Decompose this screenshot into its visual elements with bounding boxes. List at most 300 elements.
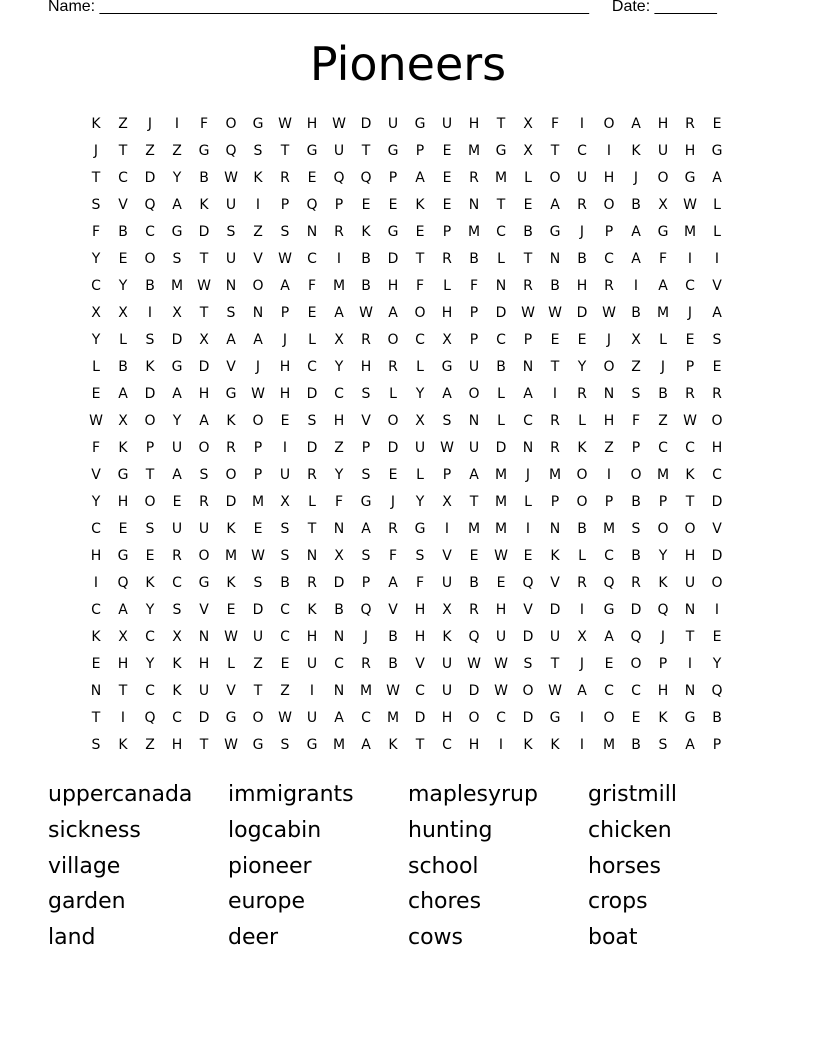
grid-letter: P [415,143,425,159]
grid-letter: H [468,737,480,753]
grid-letter: K [685,467,695,483]
grid-letter: R [199,494,209,510]
grid-letter: I [714,602,720,618]
grid-letter: S [361,467,371,483]
grid-letter: W [278,710,292,726]
grid-letter: T [199,251,209,267]
grid-letter: D [225,494,237,510]
grid-letter: U [414,440,426,456]
grid-letter: V [199,602,209,618]
grid-letter: Z [118,116,128,132]
grid-letter: M [251,494,265,510]
grid-letter: I [606,143,612,159]
grid-letter: U [657,143,669,159]
grid-letter: E [91,656,101,672]
grid-letter: L [578,548,586,564]
grid-letter: Y [172,170,182,186]
word-bank-item: gristmill [588,782,677,807]
grid-letter: E [226,602,236,618]
grid-letter: D [333,575,345,591]
grid-letter: U [468,359,480,375]
grid-letter: Y [658,548,668,564]
grid-letter: T [199,305,209,321]
grid-letter: N [306,548,318,564]
grid-letter: Q [306,197,318,213]
grid-letter: A [253,332,263,348]
grid-letter: C [334,656,344,672]
grid-letter: C [280,602,290,618]
grid-letter: A [334,305,344,321]
grid-letter: U [387,116,399,132]
grid-letter: U [171,440,183,456]
grid-letter: H [333,413,345,429]
grid-letter: Y [334,467,344,483]
grid-letter: F [91,224,101,240]
grid-letter: O [198,440,210,456]
grid-letter: O [252,278,264,294]
grid-letter: F [415,278,425,294]
grid-letter: G [441,359,453,375]
grid-letter: K [226,521,236,537]
grid-letter: E [172,494,182,510]
grid-letter: S [91,197,101,213]
grid-letter: I [120,710,126,726]
grid-letter: P [253,467,263,483]
grid-letter: A [442,386,452,402]
grid-letter: H [657,116,669,132]
grid-letter: M [386,710,400,726]
grid-letter: H [684,548,696,564]
grid-letter: G [387,224,399,240]
grid-letter: J [660,629,666,645]
word-bank-row [48,816,768,852]
grid-letter: W [224,629,238,645]
grid-letter: V [226,359,236,375]
grid-letter: C [145,224,155,240]
grid-letter: S [145,521,155,537]
grid-letter: M [467,224,481,240]
grid-letter: M [602,737,616,753]
word-bank-item: deer [228,925,279,951]
grid-letter: N [549,521,561,537]
grid-letter: S [226,224,236,240]
grid-letter: X [91,305,101,321]
grid-letter: E [469,548,479,564]
grid-letter: F [658,251,668,267]
grid-letter: E [280,413,290,429]
grid-letter: L [389,386,397,402]
grid-letter: E [118,521,128,537]
grid-letter: E [604,656,614,672]
grid-letter: L [497,386,505,402]
grid-letter: C [496,224,506,240]
grid-letter: C [307,359,317,375]
grid-letter: C [307,251,317,267]
grid-letter: V [523,602,533,618]
grid-letter: B [118,224,128,240]
grid-letter: I [687,251,693,267]
grid-letter: U [198,521,210,537]
word-bank-item: uppercanada [48,782,193,807]
grid-letter: U [252,629,264,645]
grid-letter: E [361,197,371,213]
grid-letter: N [90,683,102,699]
grid-letter: A [469,467,479,483]
grid-letter: V [442,548,452,564]
grid-letter: U [441,683,453,699]
grid-letter: S [523,656,533,672]
grid-letter: D [171,332,183,348]
grid-letter: R [307,575,317,591]
grid-letter: P [550,494,560,510]
grid-letter: X [442,602,452,618]
word-bank-item: chicken [588,817,672,843]
word-bank-item: horses [588,853,661,879]
grid-letter: C [712,467,722,483]
grid-letter: O [387,413,399,429]
grid-letter: Q [522,575,534,591]
grid-letter: W [548,683,562,699]
grid-letter: B [145,278,155,294]
grid-letter: X [280,494,290,510]
word-bank-item: cows [408,925,464,951]
grid-letter: J [525,467,531,483]
grid-letter: C [361,710,371,726]
grid-letter: K [172,656,182,672]
grid-letter: W [89,413,103,429]
grid-letter: N [549,251,561,267]
grid-letter: N [522,359,534,375]
grid-letter: E [388,197,398,213]
grid-letter: B [496,359,506,375]
grid-letter: L [497,251,505,267]
grid-letter: Q [360,602,372,618]
grid-letter: D [549,602,561,618]
grid-letter: P [361,440,371,456]
grid-letter: O [144,251,156,267]
name-field-label: Name: _______________________________________________________ [48,0,589,15]
grid-letter: A [280,278,290,294]
word-bank-item: village [48,853,121,879]
grid-letter: S [280,737,290,753]
grid-letter: R [604,278,614,294]
grid-letter: M [224,548,238,564]
grid-letter: K [199,197,209,213]
grid-letter: H [171,737,183,753]
grid-letter: R [334,224,344,240]
grid-letter: C [685,278,695,294]
grid-letter: M [170,278,184,294]
word-bank-item: hunting [408,817,493,843]
grid-letter: G [117,548,129,564]
grid-letter: M [494,170,508,186]
grid-letter: T [145,467,155,483]
grid-letter: Z [253,224,263,240]
word-bank-row [48,780,768,816]
grid-letter: W [278,251,292,267]
grid-letter: T [91,710,101,726]
grid-letter: W [494,683,508,699]
grid-letter: I [714,251,720,267]
grid-letter: K [361,224,371,240]
grid-letter: W [521,305,535,321]
grid-letter: Q [225,143,237,159]
grid-letter: J [93,143,99,159]
grid-letter: O [630,656,642,672]
grid-letter: G [684,710,696,726]
grid-letter: W [494,656,508,672]
grid-letter: O [603,116,615,132]
grid-letter: O [225,467,237,483]
grid-letter: B [631,197,641,213]
grid-letter: I [93,575,99,591]
grid-letter: E [280,656,290,672]
grid-letter: B [388,629,398,645]
grid-letter: X [442,332,452,348]
grid-letter: Q [711,683,723,699]
grid-letter: S [631,521,641,537]
grid-letter: K [145,575,155,591]
grid-letter: X [172,629,182,645]
grid-letter: W [197,278,211,294]
grid-letter: E [685,332,695,348]
word-bank-item: chores [408,889,482,915]
grid-letter: Y [712,656,722,672]
grid-letter: K [118,737,128,753]
grid-letter: N [495,278,507,294]
grid-letter: T [199,737,209,753]
grid-letter: H [495,602,507,618]
grid-letter: U [468,440,480,456]
grid-letter: I [174,116,180,132]
grid-letter: R [577,575,587,591]
grid-letter: C [523,413,533,429]
grid-letter: V [550,575,560,591]
grid-letter: U [198,683,210,699]
grid-letter: C [172,575,182,591]
grid-letter: E [307,170,317,186]
grid-letter: B [712,710,722,726]
grid-letter: M [602,521,616,537]
word-bank-item: land [48,925,96,951]
grid-letter: E [253,521,263,537]
grid-letter: T [361,143,371,159]
grid-letter: F [550,116,560,132]
grid-letter: Q [144,197,156,213]
grid-letter: H [117,494,129,510]
grid-letter: D [711,548,723,564]
grid-letter: P [253,440,263,456]
grid-letter: T [253,683,263,699]
grid-letter: Z [172,143,182,159]
grid-letter: U [225,251,237,267]
grid-letter: X [658,197,668,213]
grid-letter: A [388,575,398,591]
grid-letter: A [172,386,182,402]
grid-letter: G [171,359,183,375]
grid-letter: I [336,251,342,267]
grid-letter: K [226,575,236,591]
grid-letter: I [579,710,585,726]
grid-letter: W [683,197,697,213]
grid-letter: G [603,602,615,618]
grid-letter: Z [280,683,290,699]
grid-letter: T [469,494,479,510]
grid-letter: J [687,305,693,321]
grid-letter: D [387,251,399,267]
grid-letter: E [631,710,641,726]
grid-letter: E [118,251,128,267]
grid-letter: X [118,413,128,429]
grid-letter: Y [118,278,128,294]
grid-letter: L [497,413,505,429]
grid-letter: I [255,197,261,213]
grid-letter: K [550,548,560,564]
grid-letter: T [550,143,560,159]
grid-letter: Y [145,602,155,618]
grid-letter: S [307,413,317,429]
grid-letter: V [415,656,425,672]
grid-letter: D [495,440,507,456]
grid-letter: S [280,521,290,537]
grid-letter: M [656,305,670,321]
grid-letter: R [469,170,479,186]
grid-letter: X [334,332,344,348]
grid-letter: E [496,575,506,591]
grid-letter: G [414,116,426,132]
grid-letter: E [442,197,452,213]
grid-letter: C [577,143,587,159]
grid-letter: X [118,305,128,321]
grid-letter: E [415,224,425,240]
grid-letter: A [388,305,398,321]
grid-letter: Y [145,656,155,672]
grid-letter: A [604,629,614,645]
word-bank-item: boat [588,925,638,951]
grid-letter: R [172,548,182,564]
grid-letter: S [712,332,722,348]
word-bank-row [48,923,768,959]
grid-letter: X [415,413,425,429]
grid-letter: U [441,575,453,591]
grid-letter: D [306,386,318,402]
grid-letter: U [549,629,561,645]
word-bank-row [48,887,768,923]
grid-letter: A [334,710,344,726]
grid-letter: T [550,359,560,375]
grid-letter: I [282,440,288,456]
grid-letter: I [579,737,585,753]
word-bank-item: logcabin [228,817,322,843]
grid-letter: K [253,170,263,186]
grid-letter: A [550,197,560,213]
grid-letter: N [198,629,210,645]
grid-letter: N [684,683,696,699]
grid-letter: M [494,467,508,483]
grid-letter: L [308,494,316,510]
grid-letter: S [91,737,101,753]
grid-letter: O [225,116,237,132]
grid-letter: L [524,494,532,510]
grid-letter: H [603,413,615,429]
grid-letter: D [414,710,426,726]
grid-letter: I [525,521,531,537]
grid-letter: U [306,710,318,726]
grid-letter: R [577,197,587,213]
grid-letter: D [144,386,156,402]
grid-letter: V [388,602,398,618]
grid-letter: Z [145,737,155,753]
word-bank [48,780,768,959]
grid-letter: U [279,467,291,483]
grid-letter: A [361,521,371,537]
grid-letter: K [523,737,533,753]
grid-letter: S [361,386,371,402]
grid-letter: O [630,467,642,483]
grid-letter: O [468,710,480,726]
grid-letter: A [577,683,587,699]
grid-letter: X [442,494,452,510]
grid-letter: W [224,170,238,186]
grid-letter: N [522,440,534,456]
grid-letter: O [387,332,399,348]
grid-letter: B [577,251,587,267]
grid-letter: X [118,629,128,645]
grid-letter: Z [658,413,668,429]
grid-letter: G [684,170,696,186]
grid-letter: K [415,197,425,213]
grid-letter: H [117,656,129,672]
grid-letter: B [631,737,641,753]
grid-letter: H [414,629,426,645]
grid-letter: D [468,683,480,699]
grid-letter: O [549,170,561,186]
grid-letter: K [91,629,101,645]
grid-letter: P [442,467,452,483]
grid-letter: B [361,251,371,267]
grid-letter: C [91,602,101,618]
grid-letter: G [225,710,237,726]
grid-letter: V [361,413,371,429]
grid-letter: S [199,467,209,483]
grid-letter: L [92,359,100,375]
grid-letter: Q [603,575,615,591]
grid-letter: A [658,278,668,294]
grid-letter: X [172,305,182,321]
grid-letter: A [631,116,641,132]
grid-letter: K [91,116,101,132]
grid-letter: R [442,251,452,267]
grid-letter: M [494,521,508,537]
grid-letter: B [658,386,668,402]
grid-letter: R [361,656,371,672]
grid-letter: B [631,305,641,321]
grid-letter: H [279,386,291,402]
grid-letter: D [306,440,318,456]
grid-letter: O [603,710,615,726]
grid-letter: B [631,494,641,510]
grid-letter: W [386,683,400,699]
grid-letter: C [496,710,506,726]
grid-letter: D [711,494,723,510]
grid-letter: C [604,683,614,699]
grid-letter: N [468,197,480,213]
grid-letter: P [658,656,668,672]
grid-letter: W [224,737,238,753]
grid-letter: B [469,251,479,267]
grid-letter: G [306,737,318,753]
grid-letter: G [360,494,372,510]
